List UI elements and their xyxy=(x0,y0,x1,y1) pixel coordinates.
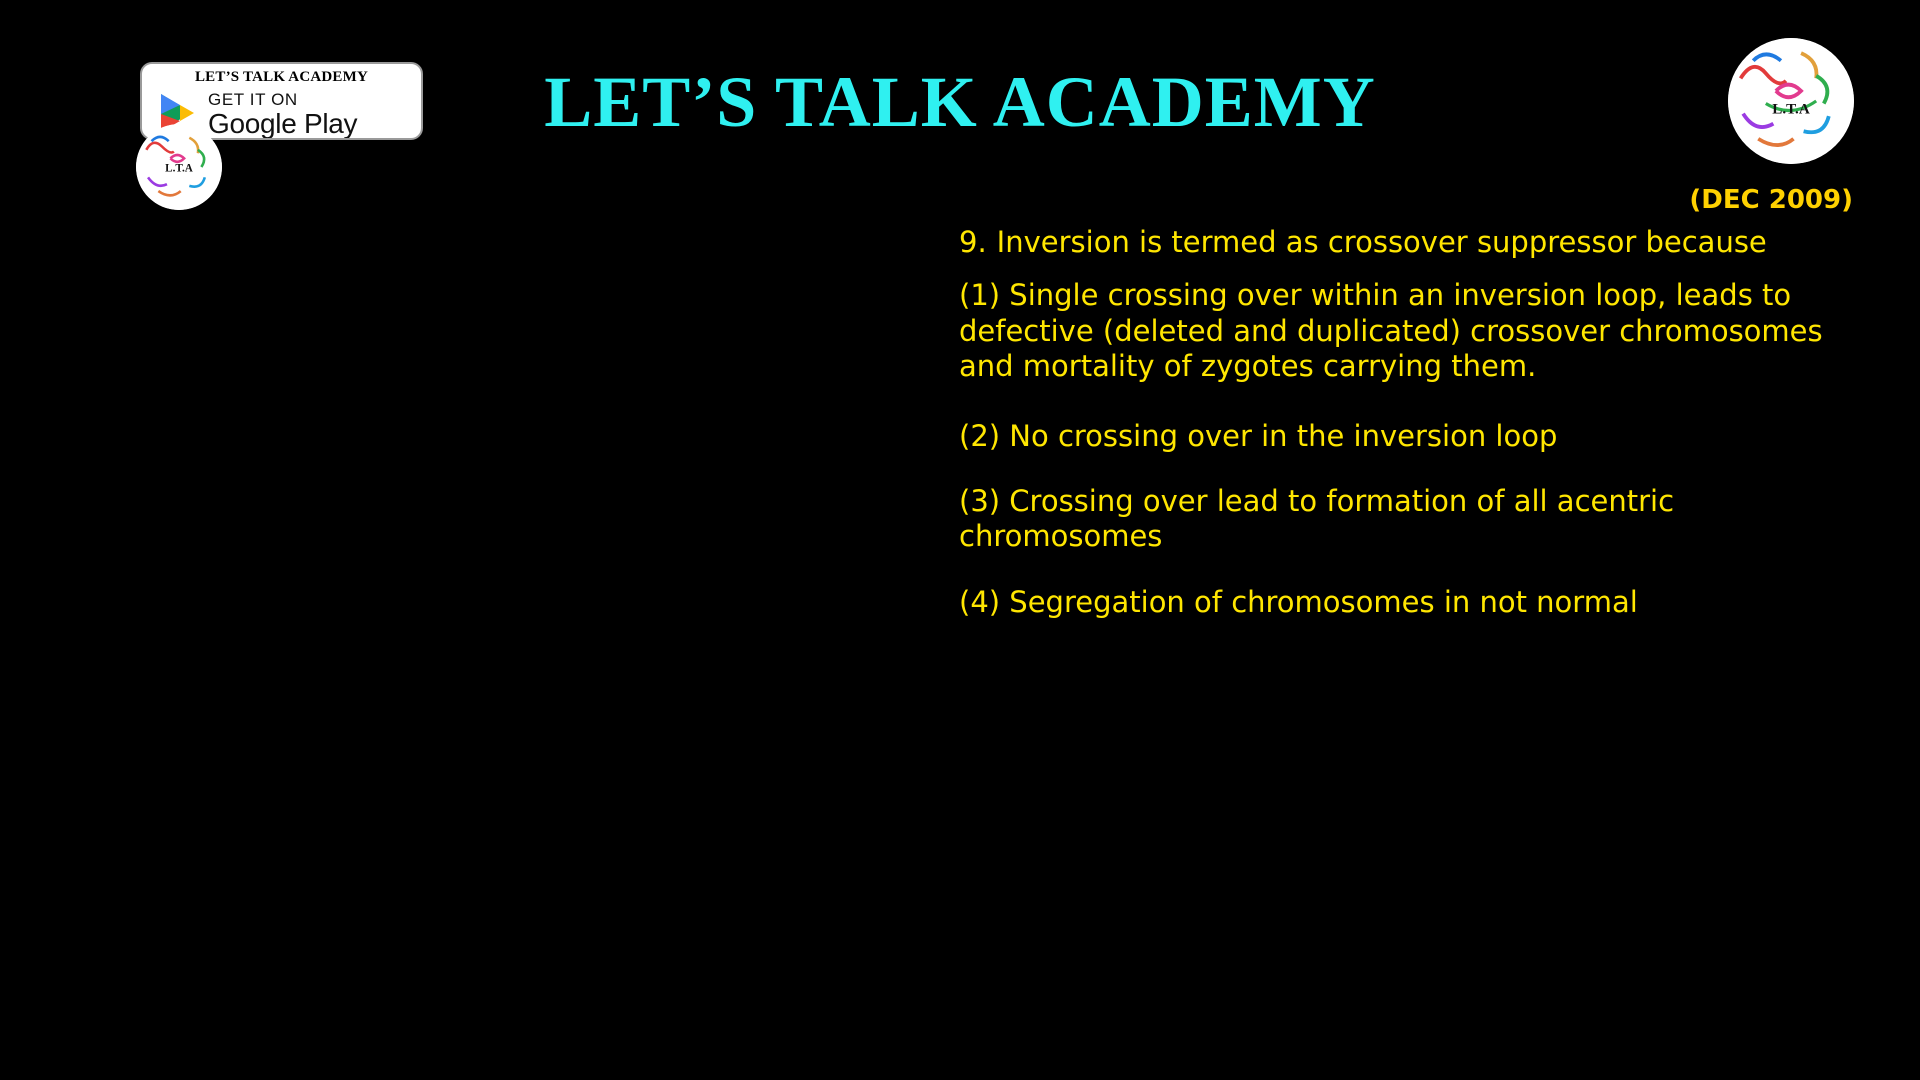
question-number: 9. xyxy=(959,225,987,259)
play-badge-get-it-on: GET IT ON xyxy=(208,90,298,109)
question-line xyxy=(959,225,1865,260)
option-1[interactable]: (1) Single crossing over within an inversion loop, leads to defective (deleted and duplicated) crossover chromosomes and mortality of zygotes carrying them. xyxy=(959,278,1823,384)
play-badge-title: LET’S TALK ACADEMY xyxy=(194,69,369,85)
question-text: Inversion is termed as crossover suppressor because xyxy=(996,225,1767,259)
play-badge-store-name: Google Play xyxy=(208,108,358,139)
page-title: LET’S TALK ACADEMY xyxy=(544,62,1376,142)
svg-text:L.T.A: L.T.A xyxy=(165,162,193,175)
option-4[interactable]: (4) Segregation of chromosomes in not normal xyxy=(959,584,1638,619)
svg-text:L.T.A: L.T.A xyxy=(1772,101,1810,118)
lets-talk-academy-logo-icon xyxy=(136,124,222,210)
slide-header xyxy=(0,0,1920,185)
exam-date-badge: (DEC 2009) xyxy=(1689,185,1853,215)
option-2[interactable]: (2) No crossing over in the inversion loop xyxy=(959,418,1558,453)
lets-talk-academy-logo-icon xyxy=(1728,38,1854,164)
option-3[interactable]: (3) Crossing over lead to formation of all acentric chromosomes xyxy=(959,483,1675,554)
question-panel xyxy=(955,185,1865,650)
